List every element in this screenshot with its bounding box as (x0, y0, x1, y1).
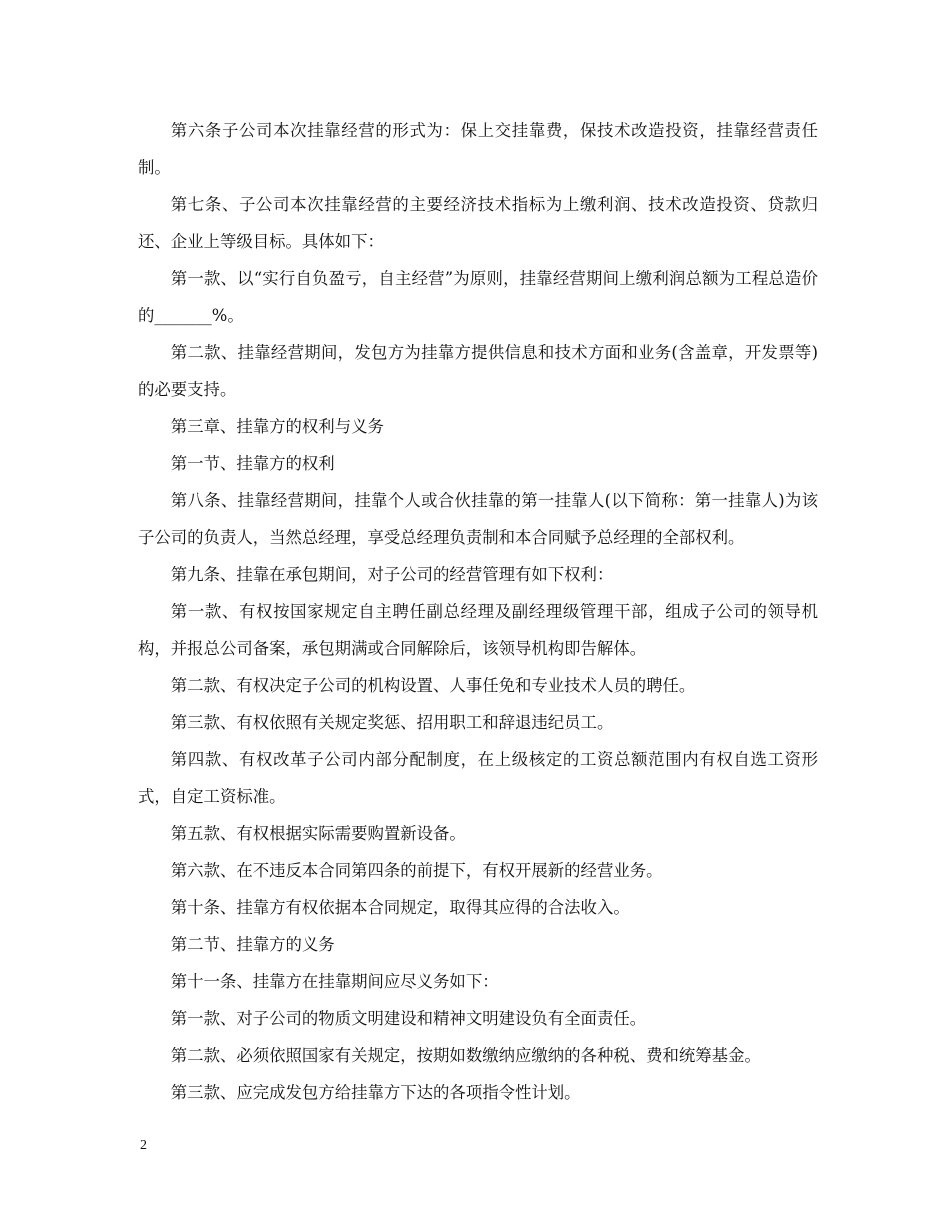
paragraph: 第二款、必须依照国家有关规定，按期如数缴纳应缴纳的各种税、费和统筹基金。 (170, 1046, 761, 1065)
section-heading: 第一节、挂靠方的权利 (170, 454, 335, 473)
paragraph: 第六条子公司本次挂靠经营的形式为：保上交挂靠费，保技术改造投资，挂靠经营责任制。 (138, 121, 818, 177)
paragraph: 第三款、有权依照有关规定奖惩、招用职工和辞退违纪员工。 (170, 713, 614, 732)
paragraph: 第八条、挂靠经营期间，挂靠个人或合伙挂靠的第一挂靠人(以下简称：第一挂靠人)为该子公司的负责人，当然总经理，享受总经理负责制和本合同赋予总经理的全部权利。 (138, 491, 818, 547)
section-heading: 第二节、挂靠方的义务 (170, 935, 335, 954)
paragraph: 第五款、有权根据实际需要购置新设备。 (170, 824, 466, 843)
paragraph: 第二款、有权决定子公司的机构设置、人事任免和专业技术人员的聘任。 (170, 676, 696, 695)
paragraph: 第七条、子公司本次挂靠经营的主要经济技术指标为上缴利润、技术改造投资、贷款归还、企业上等级目标。具体如下： (138, 195, 818, 251)
paragraph: 第十一条、挂靠方在挂靠期间应尽义务如下： (170, 972, 499, 991)
paragraph: 第二款、挂靠经营期间，发包方为挂靠方提供信息和技术方面和业务(含盖章，开发票等)的必要支持。 (138, 343, 818, 399)
page-number: 2 (140, 1138, 147, 1153)
paragraph: 第四款、有权改革子公司内部分配制度，在上级核定的工资总额范围内有权自选工资形式，自定工资标准。 (138, 750, 818, 806)
paragraph: 第三款、应完成发包方给挂靠方下达的各项指令性计划。 (170, 1083, 581, 1102)
paragraph: 第九条、挂靠在承包期间，对子公司的经营管理有如下权利： (170, 565, 614, 584)
chapter-heading: 第三章、挂靠方的权利与义务 (170, 417, 384, 436)
paragraph: 第一款、对子公司的物质文明建设和精神文明建设负有全面责任。 (170, 1009, 647, 1028)
paragraph: 第十条、挂靠方有权依据本合同规定，取得其应得的合法收入。 (170, 898, 630, 917)
paragraph: 第六款、在不违反本合同第四条的前提下，有权开展新的经营业务。 (170, 861, 663, 880)
paragraph: 第一款、有权按国家规定自主聘任副总经理及副经理级管理干部，组成子公司的领导机构，并报总公司备案，承包期满或合同解除后，该领导机构即告解体。 (138, 602, 818, 658)
paragraph: 第一款、以“实行自负盈亏，自主经营”为原则，挂靠经营期间上缴利润总额为工程总造价的_______%。 (138, 269, 818, 325)
document-body (138, 112, 818, 1111)
